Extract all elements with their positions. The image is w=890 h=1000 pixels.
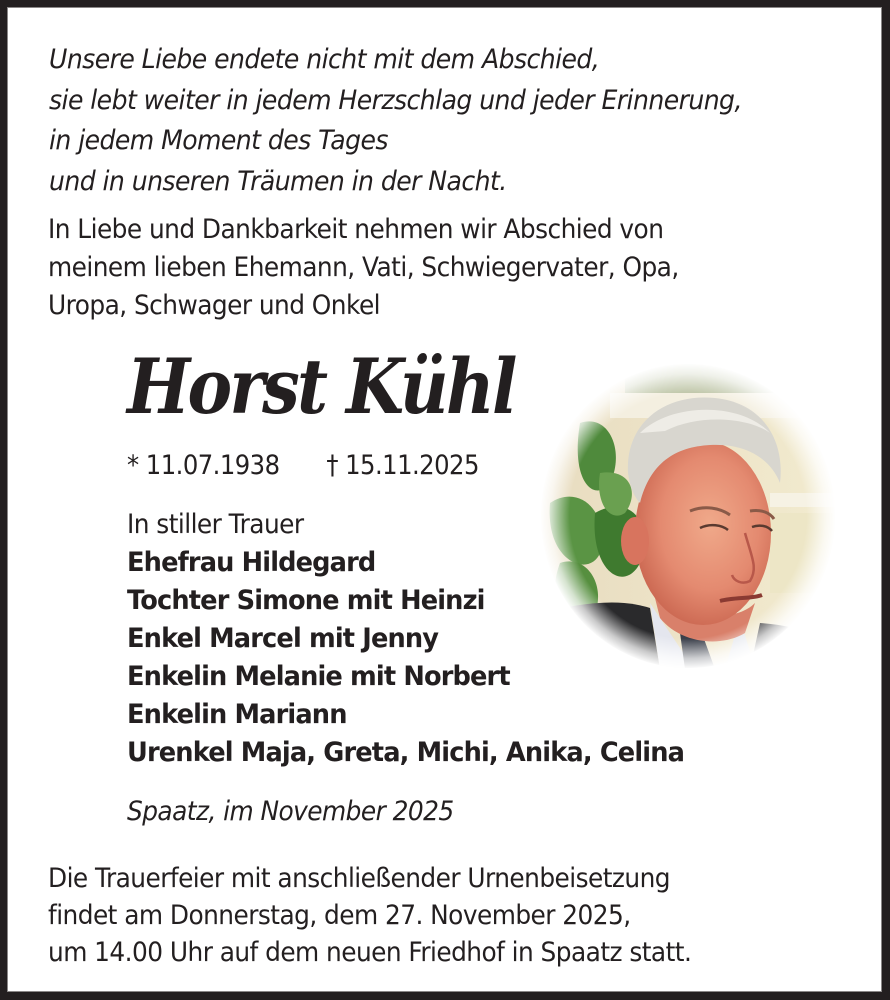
mourner-entry: Enkel Marcel mit Jenny xyxy=(127,623,439,654)
memorial-poem xyxy=(49,40,742,202)
mourner-entry: Tochter Simone mit Heinzi xyxy=(127,585,485,616)
funeral-service-info xyxy=(48,860,691,971)
death-date: † 15.11.2025 xyxy=(326,450,479,481)
birth-date: * 11.07.1938 xyxy=(127,450,280,481)
mourners-list xyxy=(127,506,713,772)
intro-line: meinem lieben Ehemann, Vati, Schwiegervater, Opa, xyxy=(48,252,679,283)
life-dates xyxy=(127,448,479,484)
obituary-card xyxy=(7,7,882,992)
service-line: um 14.00 Uhr auf dem neuen Friedhof in Spaatz statt. xyxy=(48,937,692,968)
mourners-lead: In stiller Trauer xyxy=(127,509,304,540)
intro-line: In Liebe und Dankbarkeit nehmen wir Abschied von xyxy=(48,214,664,245)
poem-line: Unsere Liebe endete nicht mit dem Abschied, xyxy=(49,44,600,75)
mourner-entry: Ehefrau Hildegard xyxy=(127,547,376,578)
mourner-entry: Enkelin Melanie mit Norbert xyxy=(127,661,510,692)
farewell-intro xyxy=(48,211,679,325)
poem-line: in jedem Moment des Tages xyxy=(49,125,388,156)
poem-line: und in unseren Träumen in der Nacht. xyxy=(49,165,507,197)
deceased-name: Horst Kühl xyxy=(127,342,515,431)
poem-line: sie lebt weiter in jedem Herzschlag und jeder Erinnerung, xyxy=(49,84,742,116)
service-line: findet am Donnerstag, dem 27. November 2025, xyxy=(48,900,631,931)
place-and-date: Spaatz, im November 2025 xyxy=(127,796,454,827)
service-line: Die Trauerfeier mit anschließender Urnenbeisetzung xyxy=(48,863,671,894)
mourner-entry: Enkelin Mariann xyxy=(127,699,347,730)
mourner-entry: Urenkel Maja, Greta, Michi, Anika, Celina xyxy=(127,737,685,768)
intro-line: Uropa, Schwager und Onkel xyxy=(48,290,381,321)
